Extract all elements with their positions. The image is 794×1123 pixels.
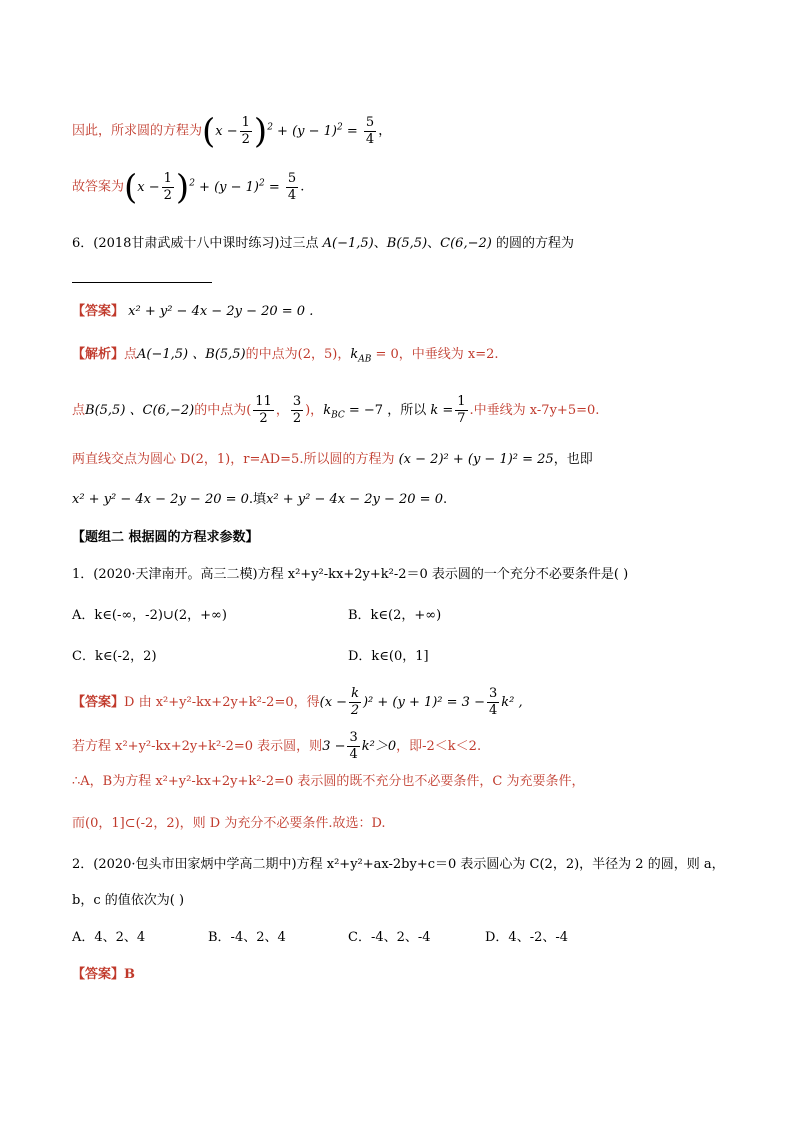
denominator: 4 [488, 703, 498, 718]
fraction [349, 686, 361, 719]
point-b: B(5,5) [386, 236, 428, 251]
option-b: B．k∈(2，+∞) [348, 608, 442, 623]
q1-answer-line-4: 而(0，1]⊂(-2，2)，则 D 为充分不必要条件.故选：D. [72, 816, 386, 831]
question-2: 2．(2020·包头市田家炳中学高二期中)方程 x²+y²+ax-2by+c＝0 表示圆心为 C(2，2)，半径为 2 的圆，则 a， [72, 857, 725, 872]
numerator: 11 [255, 394, 272, 409]
denominator: 4 [349, 747, 358, 762]
q1-answer-line-3: ∴A，B为方程 x²+y²-kx+2y+k²-2=0 表示圆的既不充分也不必要条件，C 为充要条件， [72, 774, 585, 789]
q1-answer-line-1 [72, 686, 523, 719]
q6-stem-end: 的圆的方程为 [495, 236, 574, 251]
slope-value: = −7 ，所以 [348, 403, 427, 418]
points-ab: A(−1,5) 、B(5,5) [137, 347, 246, 362]
q1-answer-line-2 [72, 730, 481, 763]
section-title: 【题组二 根据圆的方程求参数】 [72, 530, 259, 545]
text: 点 [72, 403, 86, 418]
text: ，即-2＜k＜2. [396, 739, 482, 754]
fraction [347, 730, 359, 763]
text: (x − [319, 695, 348, 710]
numerator: 3 [349, 730, 358, 745]
denominator: 7 [457, 411, 466, 426]
text: ，也即 [553, 452, 593, 467]
text: k² , [501, 695, 523, 710]
k-subscript: BC [331, 410, 345, 421]
answer-tag: 【答案】 [72, 695, 125, 710]
inequality [322, 730, 397, 762]
q6-analysis-line-3 [72, 450, 593, 470]
general-equation: x² + y² − 4x − 2y − 20 = 0 [266, 492, 443, 507]
k-subscript: AB [358, 354, 372, 365]
fraction [253, 394, 274, 427]
text: . [442, 492, 448, 507]
option-b: B．-4、2、4 [208, 930, 286, 945]
k-symbol: k [350, 347, 359, 362]
question-1: 1．(2020·天津南开。高三二模)方程 x²+y²-kx+2y+k²-2＝0 表示圆的一个充分不必要条件是( ) [72, 567, 629, 582]
conclusion-equation: (x − $\frac{1}{2}$ )$^2 + (y - 1)^2$ = $\frac{5}{4}$ [202, 111, 375, 151]
fraction [455, 394, 467, 427]
text: 点 [124, 347, 138, 362]
points-bc: B(5,5) 、C(6,−2) [85, 403, 195, 418]
conclusion-line [72, 111, 392, 151]
denominator: 2 [259, 411, 268, 426]
conclusion-prefix: 因此，所求圆的方程为 [72, 123, 203, 139]
answer-value: B [124, 967, 136, 982]
text: .填 [248, 492, 267, 507]
option-d: D．4、-2、-4 [485, 930, 569, 945]
q6-answer-equation: x² + y² − 4x − 2y − 20 = 0 . [128, 304, 314, 319]
text: )² + (y + 1)² = 3 − [362, 695, 485, 710]
completed-square [319, 686, 523, 718]
final-answer-prefix: 故答案为 [72, 179, 125, 195]
k-equals: k = [430, 403, 454, 418]
q2-answer-line [72, 965, 135, 985]
option-a: A．k∈(-∞，-2)∪(2，+∞) [72, 608, 227, 623]
general-equation: x² + y² − 4x − 2y − 20 = 0 [72, 492, 249, 507]
numerator: 3 [488, 686, 498, 701]
q6-analysis-line-2 [72, 394, 599, 427]
final-answer-suffix: . [300, 179, 305, 195]
text: )， [305, 403, 324, 418]
midpoint-text: 的中点为(2，5)， [245, 347, 351, 362]
conclusion-suffix: ， [378, 123, 392, 139]
fraction [487, 686, 499, 719]
text: k²＞0 [361, 739, 397, 754]
slope-ab [350, 347, 372, 365]
denominator: 2 [292, 411, 302, 426]
question-6 [72, 234, 574, 254]
perp-bisector-text: .中垂线为 x-7y+5=0. [469, 403, 600, 418]
separator: 、 [373, 236, 387, 251]
separator: 、 [427, 236, 441, 251]
numerator: k [351, 686, 359, 701]
option-c: C．-4、2、-4 [348, 930, 431, 945]
center-text: 两直线交点为圆心 D(2，1)，r=AD=5.所以圆的方程为 [72, 452, 395, 467]
slope-bc [323, 403, 345, 421]
answer-blank [72, 282, 212, 283]
numerator: 1 [457, 394, 466, 409]
final-answer-line [72, 167, 305, 207]
q6-stem: 6．(2018甘肃武威十八中课时练习)过三点 [72, 236, 319, 251]
option-d: D．k∈(0，1] [348, 649, 429, 664]
midpoint-text: 的中点为( [194, 403, 252, 418]
text: D 由 x²+y²-kx+2y+k²-2=0，得 [124, 695, 320, 710]
option-c: C．k∈(-2，2) [72, 649, 157, 664]
circle-equation: (x − 2)² + (y − 1)² = 25 [398, 452, 554, 467]
k-symbol: k [323, 403, 332, 418]
numerator: 3 [292, 394, 302, 409]
fraction [291, 394, 303, 427]
q6-answer-line [72, 302, 313, 322]
option-a: A．4、2、4 [72, 930, 146, 945]
q6-analysis-line-4 [72, 490, 447, 510]
analysis-tag: 【解析】 [72, 347, 125, 362]
text: 若方程 x²+y²-kx+2y+k²-2=0 表示圆，则 [72, 739, 323, 754]
question-2-cont: b，c 的值依次为( ) [72, 893, 185, 908]
point-a: A(−1,5) [322, 236, 374, 251]
answer-tag: 【答案】 [72, 304, 125, 319]
comma: ， [275, 403, 289, 418]
text: 3 − [322, 739, 346, 754]
final-answer-equation: (x − $\frac{1}{2}$ )$^2 + (y - 1)^2$ = $\frac{5}{4}$ [124, 167, 297, 207]
perp-bisector-text: = 0，中垂线为 x=2. [375, 347, 499, 362]
point-c: C(6,−2) [440, 236, 492, 251]
answer-tag: 【答案】 [72, 967, 125, 982]
denominator: 2 [350, 703, 360, 718]
q6-analysis-line-1 [72, 345, 499, 370]
